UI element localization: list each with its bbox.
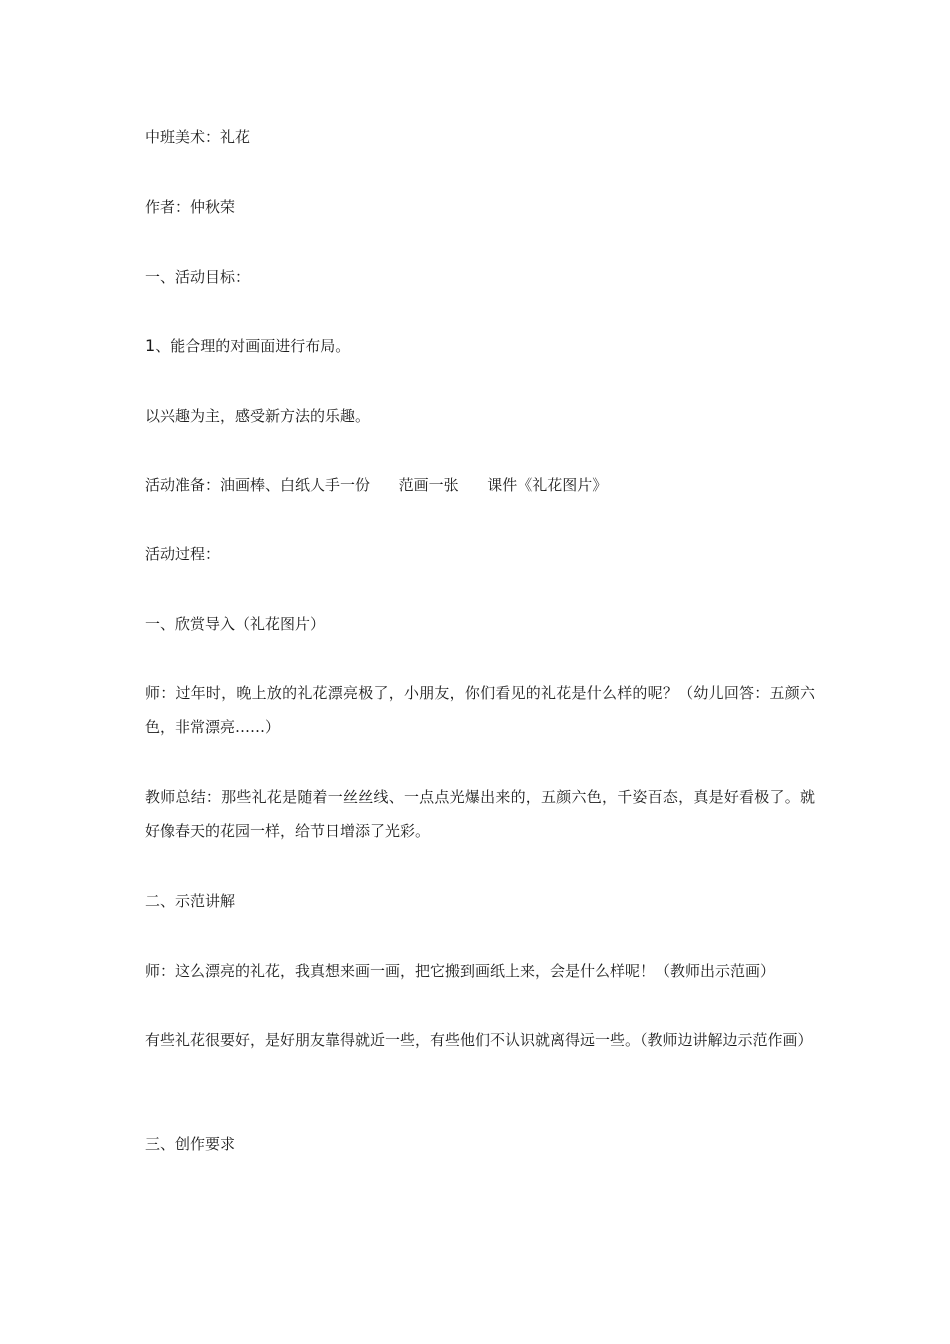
preparation-line: 活动准备：油画棒、白纸人手一份 范画一张 课件《礼花图片》 (145, 476, 608, 494)
goal-item-1 (145, 329, 815, 363)
step-2-teacher-paragraph: 师：这么漂亮的礼花，我真想来画一画，把它搬到画纸上来，会是什么样呢！（教师出示范画） (145, 962, 776, 980)
step-3-heading: 三、创作要求 (145, 1135, 236, 1153)
document-title: 中班美术：礼花 (145, 128, 251, 146)
author-line: 作者：仲秋荣 (145, 198, 236, 216)
goal-item-1-text: 、能合理的对画面进行布局。 (155, 337, 351, 355)
process-heading: 活动过程： (145, 545, 221, 563)
goal-item-2: 以兴趣为主，感受新方法的乐趣。 (145, 407, 371, 425)
goal-item-1-number: 1 (145, 336, 156, 355)
step-2-heading: 二、示范讲解 (145, 892, 236, 910)
step-1-heading: 一、欣赏导入（礼花图片） (145, 615, 326, 633)
step-1-summary-paragraph: 教师总结：那些礼花是随着一丝丝线、一点点光爆出来的，五颜六色，千姿百态，真是好看极了。就好像春天的花园一样，给节日增添了光彩。 (145, 788, 815, 840)
section-heading-goals: 一、活动目标： (145, 268, 251, 286)
step-1-teacher-paragraph: 师：过年时，晚上放的礼花漂亮极了，小朋友，你们看见的礼花是什么样的呢？（幼儿回答：五颜六色，非常漂亮……） (145, 684, 815, 736)
step-2-explain-paragraph: 有些礼花很要好，是好朋友靠得就近一些，有些他们不认识就离得远一些。（教师边讲解边示范作画） (145, 1031, 813, 1049)
